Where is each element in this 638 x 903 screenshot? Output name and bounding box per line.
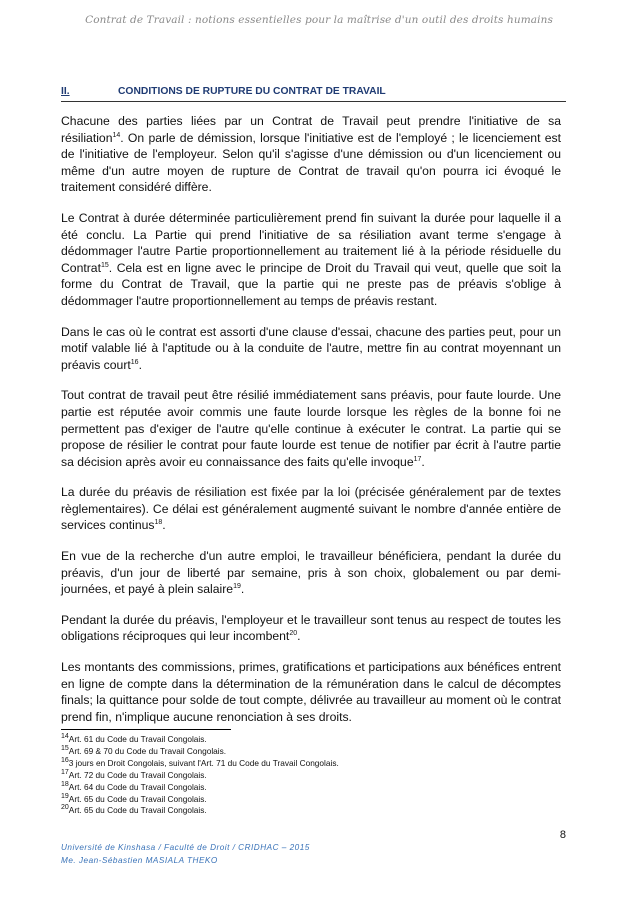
paragraph: En vue de la recherche d'un autre emploi, le travailleur bénéficiera, pendant la durée du préavis, d'un jour de liberté par semaine, pris à son choix, globalement ou par demi-journées, et payé à plein salaire$^{19}$. [61,549,561,597]
footnote: $^{15}$Art. 69 & 70 du Code du Travail Congolais. [61,745,227,756]
footnote: $^{18}$Art. 64 du Code du Travail Congolais. [61,780,207,792]
footnote-ref: 17 [413,455,422,463]
footer-author: Me. Jean-Sébastien MASIALA THEKO [61,856,218,865]
footnote-ref: 18 [154,519,163,527]
section-heading [61,86,566,102]
footnote-ref: 14 [112,131,121,139]
page-number: 8 [559,829,566,841]
footnote-ref: 16 [130,358,139,366]
footnote-ref: 19 [233,583,241,591]
footnote-ref: 15 [100,261,109,269]
running-header: Contrat de Travail : notions essentielles pour la maîtrise d'un outil des droits humains [85,14,553,26]
paragraph: Chacune des parties liées par un Contrat de Travail peut prendre l'initiative de sa résiliation$^{14}$. On parle de démission, lorsque l'initiative est de l'employé ; le licenciement est de l'initiative de l'employeur. Selon qu'il s'agisse d'une démission ou d'un licenciement ou même d'un autre moyen de rupture de Contrat de travail qu'on pourra ici évoqué le traitement considéré diffère. [61,114,561,195]
footnotes [61,734,566,817]
footnote-ref: 20 [289,630,298,638]
footer-institution: Université de Kinshasa / Faculté de Droit / CRIDHAC – 2015 [61,843,310,852]
footnote-divider [61,729,231,730]
paragraph: Tout contrat de travail peut être résilié immédiatement sans préavis, pour faute lourde. Une partie est réputée avoir commis une faute lourde lorsque les règles de la bonne foi ne permettent pas d'exiger de l'autre qu'elle continue à exécuter le contrat. La partie qui se propose de résilier le contrat pour faute lourde est tenue de notifier par écrit à l'autre partie sa décision après avoir eu connaissance des faits qu'elle invoque$^{17}$. [61,388,561,469]
footnote: $^{16}$3 jours en Droit Congolais, suivant l'Art. 71 du Code du Travail Congolais. [61,757,339,768]
section-number: II. [61,86,70,97]
footnote: $^{14}$Art. 61 du Code du Travail Congolais. [61,733,207,744]
paragraph: Dans le cas où le contrat est assorti d'une clause d'essai, chacune des parties peut, pour un motif valable lié à l'aptitude ou à la conduite de l'autre, mettre fin au contrat moyennant un préavis court$^{16}$. [61,324,561,372]
paragraph: La durée du préavis de résiliation est fixée par la loi (précisée généralement par de textes règlementaires). Ce délai est généralement augmenté suivant le nombre d'année entière de services continus$^{18}$. [61,485,561,533]
paragraph: Le Contrat à durée déterminée particulièrement prend fin suivant la durée pour laquelle il a été conclu. La Partie qui prend l'initiative de sa résiliation avant terme s'engage à dédommager l'autre Partie proportionnellement au traitement lié à la période résiduelle du Contrat$^{15}$. Cela est en ligne avec le principe de Droit du Travail qui veut, quelle que soit la forme du Contrat de Travail, que la partie qui ne preste pas de préavis s'oblige à dédommager l'autre proportionnellement au temps de préavis restant. [61,210,561,308]
paragraph: Pendant la durée du préavis, l'employeur et le travailleur sont tenus au respect de toutes les obligations réciproques qui leur incombent$^{20}$. [61,612,561,644]
paragraph: Les montants des commissions, primes, gratifications et participations aux bénéfices entrent en ligne de compte dans la détermination de la rémunération dans le calcul de décomptes finals; la quittance pour solde de tout compte, délivrée au travailleur au moment où le contrat prend fin, n'implique aucune renonciation à ses droits. [61,660,561,724]
body-text [61,113,561,739]
footnote: $^{20}$Art. 65 du Code du Travail Congolais. [61,804,207,816]
footnote: $^{19}$Art. 65 du Code du Travail Congolais. [61,792,207,804]
footnote: $^{17}$Art. 72 du Code du Travail Congolais. [61,768,207,780]
section-title: CONDITIONS DE RUPTURE DU CONTRAT DE TRAVAIL [118,86,386,97]
